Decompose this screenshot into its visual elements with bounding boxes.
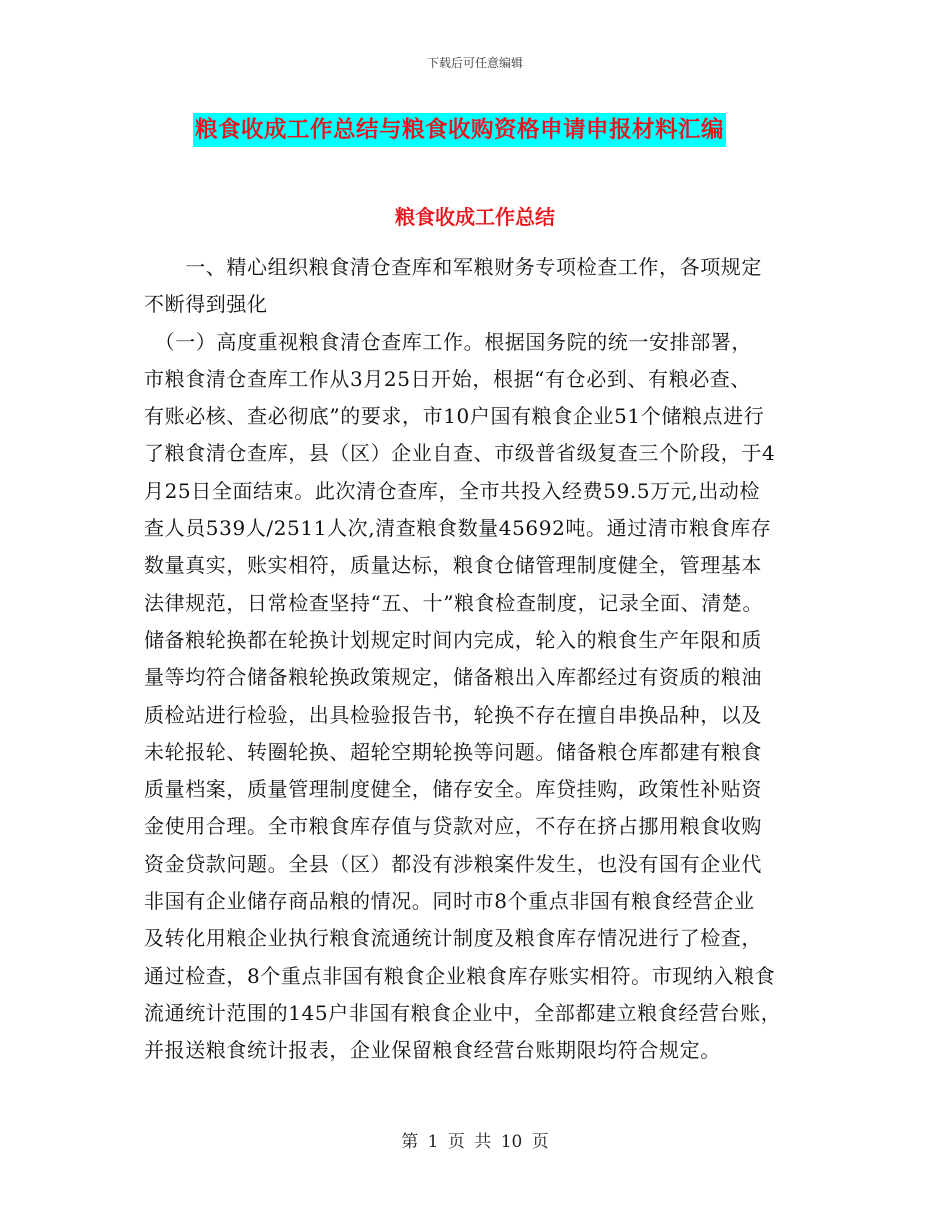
body-line: 未轮报轮、转圈轮换、超轮空期轮换等问题。储备粮仓库都建有粮食 — [144, 739, 762, 764]
body-line: 法律规范，日常检查坚持“五、十”粮食检查制度，记录全面、清楚。 — [144, 590, 764, 615]
body-line: 及转化用粮企业执行粮食流通统计制度及粮食库存情况进行了检查， — [144, 926, 762, 951]
body-line: 储备粮轮换都在轮换计划规定时间内完成，轮入的粮食生产年限和质 — [144, 627, 762, 652]
document-title-container — [193, 113, 726, 147]
body-line: 质量档案，质量管理制度健全，储存安全。库贷挂购，政策性补贴资 — [144, 777, 762, 802]
body-line: 金使用合理。全市粮食库存值与贷款对应，不存在挤占挪用粮食收购 — [144, 814, 762, 839]
body-line: 并报送粮食统计报表，企业保留粮食经营台账期限均符合规定。 — [144, 1038, 721, 1063]
header-note: 下载后可任意编辑 — [426, 56, 523, 70]
body-line: 流通统计范围的145户非国有粮食企业中，全部都建立粮食经营台账， — [144, 1000, 782, 1025]
body-line: 数量真实，账实相符，质量达标，粮食仓储管理制度健全，管理基本 — [144, 553, 762, 578]
body-line: 非国有企业储存商品粮的情况。同时市8个重点非国有粮食经营企业 — [144, 889, 755, 914]
body-line: 不断得到强化 — [144, 292, 268, 317]
body-line: 质检站进行检验，出具检验报告书，轮换不存在擅自串换品种，以及 — [144, 702, 762, 727]
body-line: 资金贷款问题。全县（区）都没有涉粮案件发生，也没有国有企业代 — [144, 851, 762, 876]
body-line: 月25日全面结束。此次清仓查库，全市共投入经费59.5万元,出动检 — [144, 478, 761, 503]
body-text — [144, 249, 804, 1070]
body-line: 市粮食清仓查库工作从3月25日开始，根据“有仓必到、有粮必查、 — [144, 366, 751, 391]
document-title: 粮食收成工作总结与粮食收购资格申请申报材料汇编 — [193, 113, 726, 147]
page-footer: 第 1 页 共 10 页 — [401, 1132, 549, 1152]
body-line: 量等均符合储备粮轮换政策规定，储备粮出入库都经过有资质的粮油 — [144, 665, 762, 690]
body-line: 一、精心组织粮食清仓查库和军粮财务专项检查工作，各项规定 — [144, 255, 762, 279]
section-title: 粮食收成工作总结 — [395, 205, 555, 229]
body-line: （一）高度重视粮食清仓查库工作。根据国务院的统一安排部署， — [144, 329, 752, 354]
body-line: 有账必核、查必彻底”的要求，市10户国有粮食企业51个储粮点进行 — [144, 404, 765, 429]
body-line: 查人员539人/2511人次,清查粮食数量45692吨。通过清市粮食库存 — [144, 516, 772, 541]
body-line: 通过检查，8个重点非国有粮食企业粮食库存账实相符。市现纳入粮食 — [144, 963, 776, 988]
body-line: 了粮食清仓查库，县（区）企业自查、市级普省级复查三个阶段，于4 — [144, 441, 776, 466]
